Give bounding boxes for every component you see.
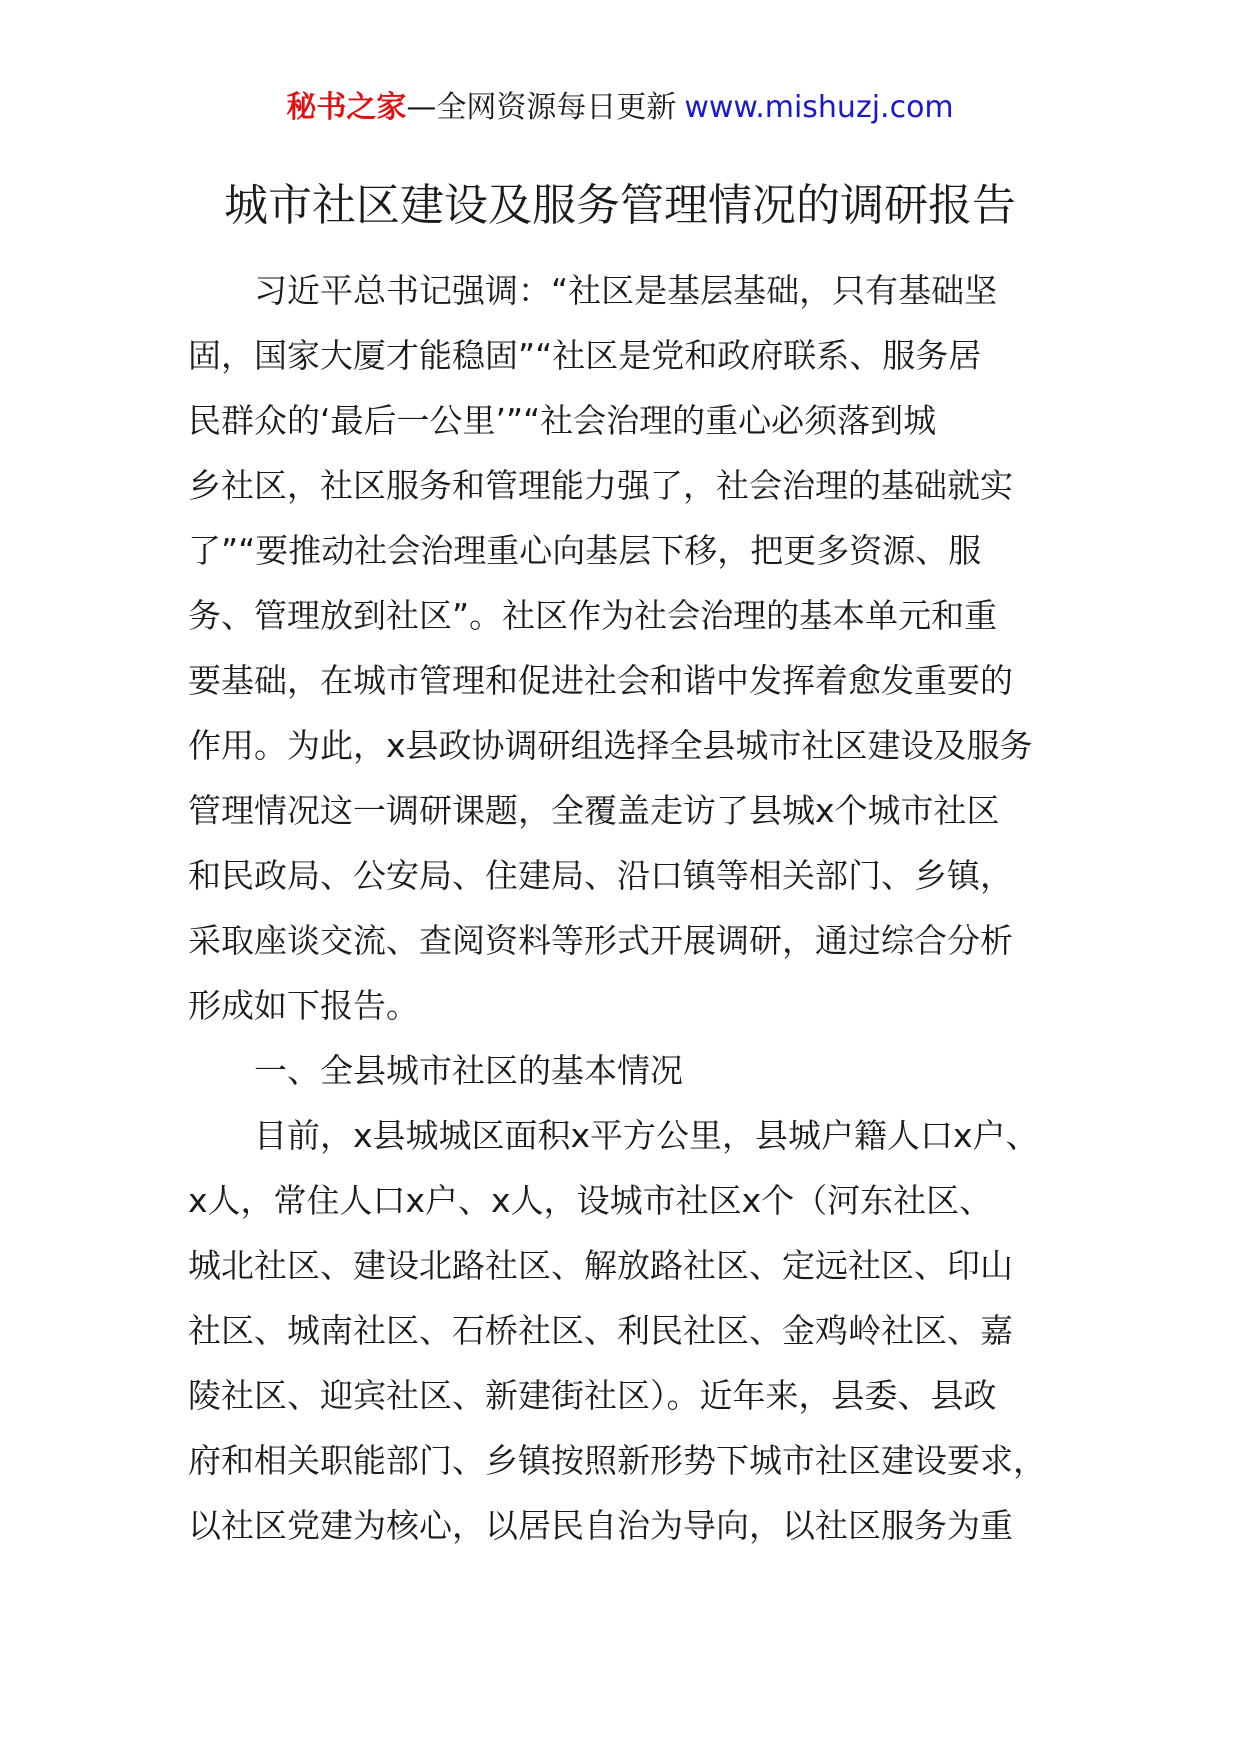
paragraph-line: 陵社区、迎宾社区、新建街社区）。近年来，县委、县政	[188, 1376, 997, 1415]
document-title: 城市社区建设及服务管理情况的调研报告	[224, 180, 1016, 231]
document-body	[188, 258, 1088, 1558]
paragraph-line: 乡社区，社区服务和管理能力强了，社会治理的基础就实	[188, 466, 1013, 505]
paragraph-line: 习近平总书记强调：“社区是基层基础，只有基础坚	[254, 271, 998, 310]
paragraph-line: 采取座谈交流、查阅资料等形式开展调研，通过综合分析	[188, 921, 1013, 960]
paragraph-line: 社区、城南社区、石桥社区、利民社区、金鸡岭社区、嘉	[188, 1311, 1013, 1350]
paragraph-line: 作用。为此，x县政协调研组选择全县城市社区建设及服务	[188, 726, 1033, 765]
paragraph-line: 要基础，在城市管理和促进社会和谐中发挥着愈发重要的	[188, 661, 1013, 700]
paragraph-line: 固，国家大厦才能稳固”“社区是党和政府联系、服务居	[188, 336, 982, 375]
paragraph-line: 目前，x县城城区面积x平方公里，县城户籍人口x户、	[254, 1116, 1039, 1155]
paragraph-line: 形成如下报告。	[188, 986, 419, 1025]
paragraph-line: 以社区党建为核心，以居民自治为导向，以社区服务为重	[188, 1506, 1013, 1545]
brand-name: 秘书之家	[286, 90, 407, 125]
section-heading: 一、全县城市社区的基本情况	[254, 1051, 683, 1090]
header-tagline: —全网资源每日更新	[406, 90, 677, 125]
paragraph-line: 城北社区、建设北路社区、解放路社区、定远社区、印山	[188, 1246, 1013, 1285]
site-url-link[interactable]: www.mishuzj.com	[684, 90, 954, 125]
paragraph-line: x人，常住人口x户、x人，设城市社区x个（河东社区、	[188, 1181, 993, 1220]
paragraph-line: 管理情况这一调研课题，全覆盖走访了县城x个城市社区	[188, 791, 1000, 830]
paragraph-line: 了”“要推动社会治理重心向基层下移，把更多资源、服	[188, 531, 982, 570]
paragraph-line: 和民政局、公安局、住建局、沿口镇等相关部门、乡镇，	[188, 856, 1013, 895]
paragraph-line: 民群众的‘最后一公里’”“社会治理的重心必须落到城	[188, 401, 937, 440]
paragraph-line: 务、管理放到社区”。社区作为社会治理的基本单元和重	[188, 596, 998, 635]
site-header	[0, 88, 1240, 128]
paragraph-line: 府和相关职能部门、乡镇按照新形势下城市社区建设要求，	[188, 1441, 1046, 1480]
